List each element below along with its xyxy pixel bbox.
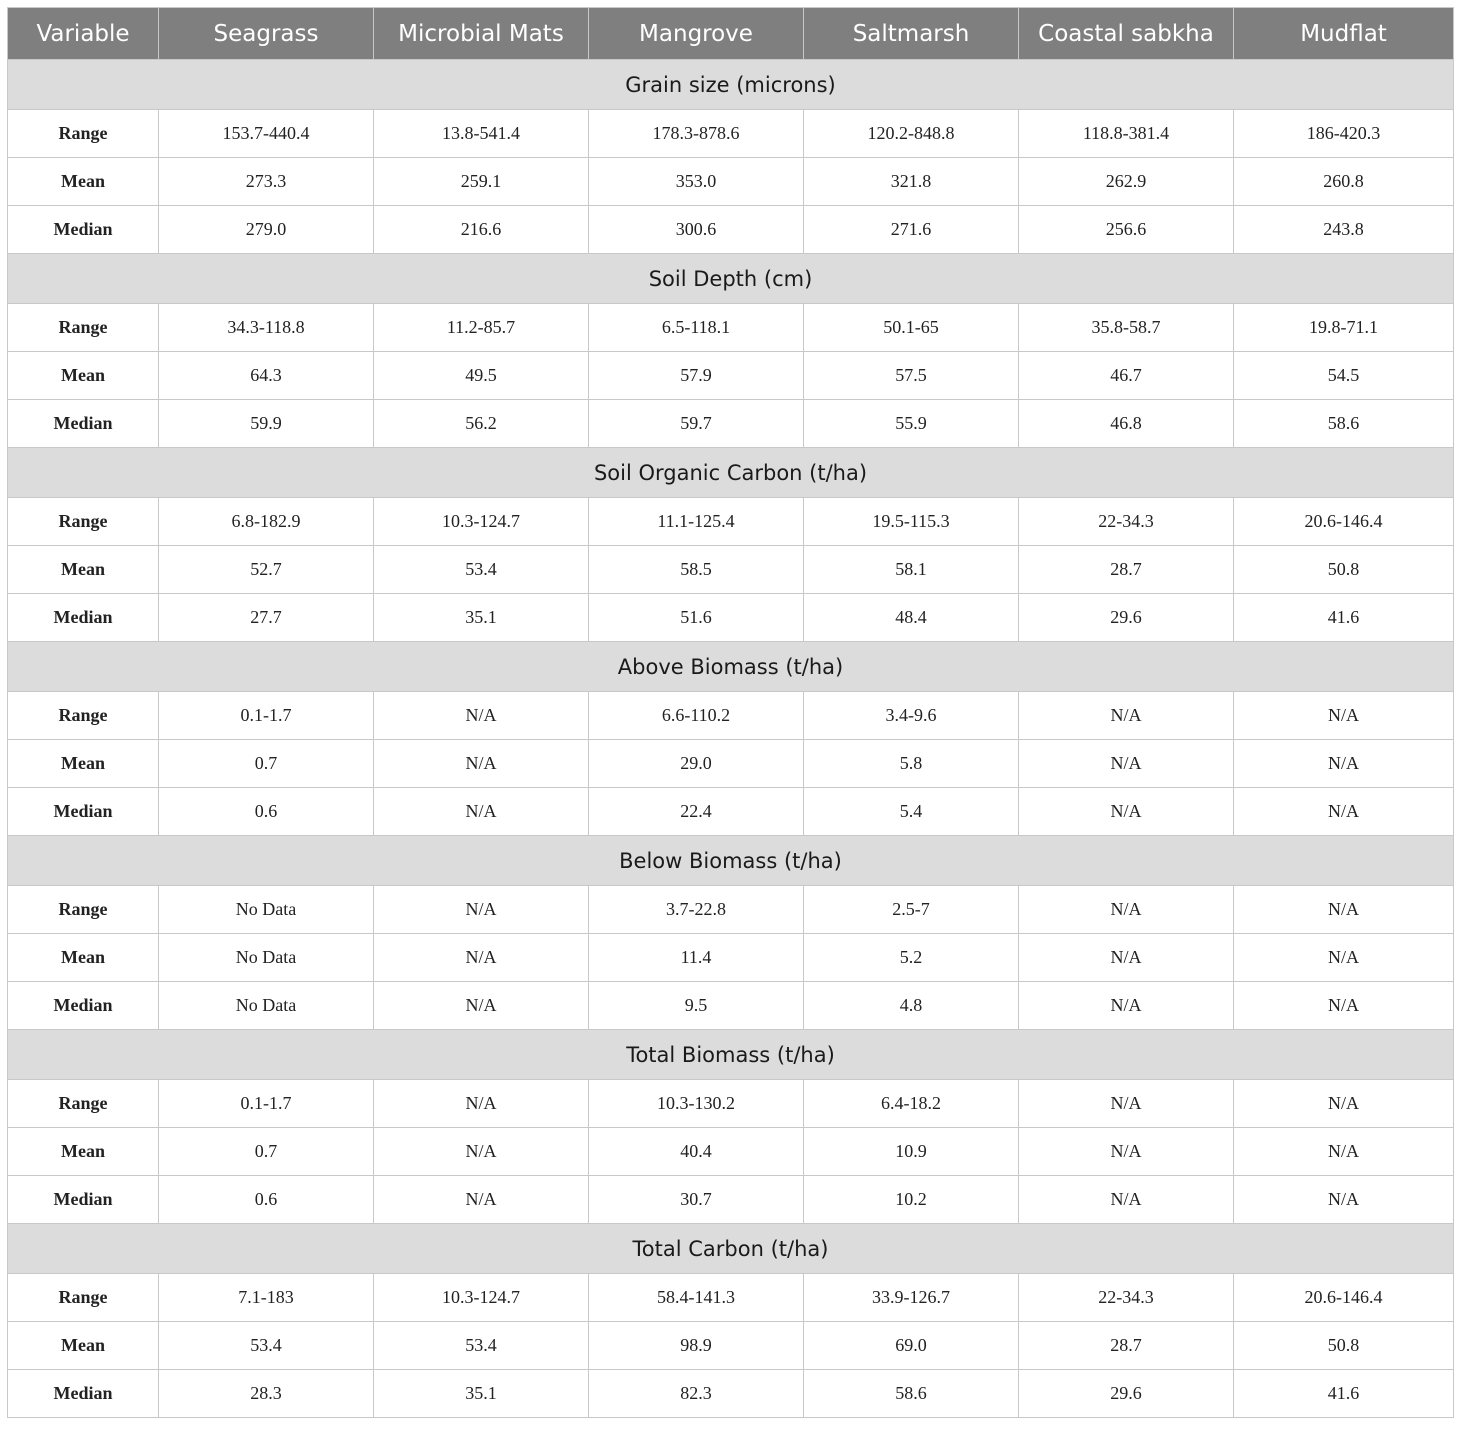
table-cell: No Data — [159, 982, 374, 1030]
row-label: Mean — [8, 1322, 159, 1370]
table-cell: 35.1 — [374, 1370, 589, 1418]
section-row — [8, 448, 1454, 498]
table-cell: N/A — [1234, 886, 1454, 934]
table-cell: 20.6-146.4 — [1234, 498, 1454, 546]
table-cell: 20.6-146.4 — [1234, 1274, 1454, 1322]
table-row — [8, 352, 1454, 400]
table-cell: 53.4 — [374, 546, 589, 594]
table-cell: 46.8 — [1019, 400, 1234, 448]
table-row — [8, 934, 1454, 982]
table-cell: 4.8 — [804, 982, 1019, 1030]
table-header — [8, 8, 1454, 60]
column-header-coastal-sabkha: Coastal sabkha — [1019, 8, 1234, 60]
table-cell: 0.6 — [159, 788, 374, 836]
table-cell: 27.7 — [159, 594, 374, 642]
row-label: Range — [8, 304, 159, 352]
table-row — [8, 982, 1454, 1030]
column-header-mangrove: Mangrove — [589, 8, 804, 60]
table-cell: N/A — [1234, 740, 1454, 788]
table-cell: 69.0 — [804, 1322, 1019, 1370]
table-cell: 262.9 — [1019, 158, 1234, 206]
table-cell: N/A — [1234, 692, 1454, 740]
table-cell: No Data — [159, 886, 374, 934]
table-cell: 30.7 — [589, 1176, 804, 1224]
table-cell: 29.6 — [1019, 594, 1234, 642]
row-label: Median — [8, 1176, 159, 1224]
table-row — [8, 158, 1454, 206]
table-cell: 50.1-65 — [804, 304, 1019, 352]
table-row — [8, 1176, 1454, 1224]
table-cell: 53.4 — [374, 1322, 589, 1370]
table-cell: N/A — [1234, 1176, 1454, 1224]
table-body — [8, 60, 1454, 1418]
table-cell: N/A — [374, 934, 589, 982]
section-title: Below Biomass (t/ha) — [8, 836, 1454, 886]
table-cell: 34.3-118.8 — [159, 304, 374, 352]
table-cell: N/A — [1019, 1080, 1234, 1128]
table-row — [8, 594, 1454, 642]
table-cell: 10.3-130.2 — [589, 1080, 804, 1128]
row-label: Range — [8, 886, 159, 934]
table-cell: 259.1 — [374, 158, 589, 206]
table-cell: 55.9 — [804, 400, 1019, 448]
header-row — [8, 8, 1454, 60]
table-cell: 216.6 — [374, 206, 589, 254]
table-cell: 22-34.3 — [1019, 1274, 1234, 1322]
row-label: Range — [8, 110, 159, 158]
table-cell: 58.4-141.3 — [589, 1274, 804, 1322]
table-cell: 28.7 — [1019, 1322, 1234, 1370]
row-label: Range — [8, 498, 159, 546]
row-label: Median — [8, 982, 159, 1030]
table-cell: 120.2-848.8 — [804, 110, 1019, 158]
table-cell: 6.4-18.2 — [804, 1080, 1019, 1128]
table-row — [8, 886, 1454, 934]
row-label: Mean — [8, 1128, 159, 1176]
row-label: Mean — [8, 158, 159, 206]
table-cell: 49.5 — [374, 352, 589, 400]
table-cell: N/A — [1019, 788, 1234, 836]
table-cell: 0.7 — [159, 740, 374, 788]
table-cell: 300.6 — [589, 206, 804, 254]
section-row — [8, 60, 1454, 110]
table-cell: 40.4 — [589, 1128, 804, 1176]
row-label: Range — [8, 692, 159, 740]
table-cell: 51.6 — [589, 594, 804, 642]
table-cell: 29.0 — [589, 740, 804, 788]
table-cell: 53.4 — [159, 1322, 374, 1370]
section-title: Total Carbon (t/ha) — [8, 1224, 1454, 1274]
table-cell: 41.6 — [1234, 594, 1454, 642]
table-cell: N/A — [374, 1128, 589, 1176]
table-row — [8, 1080, 1454, 1128]
table-cell: 52.7 — [159, 546, 374, 594]
table-cell: N/A — [374, 886, 589, 934]
row-label: Median — [8, 400, 159, 448]
table-cell: 243.8 — [1234, 206, 1454, 254]
table-cell: 10.9 — [804, 1128, 1019, 1176]
table-cell: 28.3 — [159, 1370, 374, 1418]
data-table — [7, 7, 1454, 1418]
table-cell: N/A — [1234, 1128, 1454, 1176]
table-cell: 50.8 — [1234, 546, 1454, 594]
table-cell: 59.9 — [159, 400, 374, 448]
table-cell: 58.5 — [589, 546, 804, 594]
table-cell: 10.3-124.7 — [374, 1274, 589, 1322]
table-cell: N/A — [1019, 692, 1234, 740]
table-cell: 6.8-182.9 — [159, 498, 374, 546]
table-cell: 58.1 — [804, 546, 1019, 594]
row-label: Range — [8, 1274, 159, 1322]
table-row — [8, 304, 1454, 352]
section-row — [8, 642, 1454, 692]
section-title: Grain size (microns) — [8, 60, 1454, 110]
table-cell: 35.1 — [374, 594, 589, 642]
table-cell: 22-34.3 — [1019, 498, 1234, 546]
table-cell: 22.4 — [589, 788, 804, 836]
row-label: Median — [8, 594, 159, 642]
table-cell: 0.7 — [159, 1128, 374, 1176]
table-cell: 9.5 — [589, 982, 804, 1030]
table-row — [8, 1370, 1454, 1418]
table-cell: 5.8 — [804, 740, 1019, 788]
table-cell: No Data — [159, 934, 374, 982]
table-cell: 41.6 — [1234, 1370, 1454, 1418]
section-row — [8, 836, 1454, 886]
table-cell: 6.6-110.2 — [589, 692, 804, 740]
column-header-saltmarsh: Saltmarsh — [804, 8, 1019, 60]
row-label: Median — [8, 206, 159, 254]
table-cell: 19.8-71.1 — [1234, 304, 1454, 352]
table-cell: 7.1-183 — [159, 1274, 374, 1322]
table-cell: 2.5-7 — [804, 886, 1019, 934]
row-label: Median — [8, 788, 159, 836]
row-label: Mean — [8, 352, 159, 400]
column-header-seagrass: Seagrass — [159, 8, 374, 60]
table-row — [8, 498, 1454, 546]
table-cell: 28.7 — [1019, 546, 1234, 594]
section-title: Soil Depth (cm) — [8, 254, 1454, 304]
table-cell: 273.3 — [159, 158, 374, 206]
table-cell: 271.6 — [804, 206, 1019, 254]
table-cell: 3.7-22.8 — [589, 886, 804, 934]
table-cell: 10.3-124.7 — [374, 498, 589, 546]
section-row — [8, 254, 1454, 304]
table-cell: 3.4-9.6 — [804, 692, 1019, 740]
table-cell: 279.0 — [159, 206, 374, 254]
section-title: Total Biomass (t/ha) — [8, 1030, 1454, 1080]
column-header-variable: Variable — [8, 8, 159, 60]
table-cell: N/A — [374, 740, 589, 788]
table-cell: 57.5 — [804, 352, 1019, 400]
table-cell: N/A — [1019, 934, 1234, 982]
table-cell: 178.3-878.6 — [589, 110, 804, 158]
table-cell: 256.6 — [1019, 206, 1234, 254]
table-cell: 29.6 — [1019, 1370, 1234, 1418]
table-row — [8, 1322, 1454, 1370]
table-row — [8, 1128, 1454, 1176]
table-cell: 353.0 — [589, 158, 804, 206]
table-cell: 98.9 — [589, 1322, 804, 1370]
table-row — [8, 692, 1454, 740]
table-cell: 46.7 — [1019, 352, 1234, 400]
section-title: Soil Organic Carbon (t/ha) — [8, 448, 1454, 498]
table-cell: 186-420.3 — [1234, 110, 1454, 158]
table-cell: 13.8-541.4 — [374, 110, 589, 158]
table-cell: 0.1-1.7 — [159, 1080, 374, 1128]
table-cell: 5.4 — [804, 788, 1019, 836]
row-label: Median — [8, 1370, 159, 1418]
section-row — [8, 1224, 1454, 1274]
table-cell: N/A — [374, 1176, 589, 1224]
table-cell: 64.3 — [159, 352, 374, 400]
section-row — [8, 1030, 1454, 1080]
table-cell: 48.4 — [804, 594, 1019, 642]
table-cell: 57.9 — [589, 352, 804, 400]
table-cell: 321.8 — [804, 158, 1019, 206]
table-cell: 6.5-118.1 — [589, 304, 804, 352]
table-cell: N/A — [1234, 934, 1454, 982]
table-cell: N/A — [1019, 886, 1234, 934]
table-row — [8, 740, 1454, 788]
column-header-mudflat: Mudflat — [1234, 8, 1454, 60]
table-cell: 11.4 — [589, 934, 804, 982]
table-cell: 82.3 — [589, 1370, 804, 1418]
table-row — [8, 788, 1454, 836]
table-cell: N/A — [374, 692, 589, 740]
table-cell: N/A — [1019, 1128, 1234, 1176]
table-cell: N/A — [374, 788, 589, 836]
table-cell: N/A — [1019, 982, 1234, 1030]
table-cell: 5.2 — [804, 934, 1019, 982]
table-cell: 118.8-381.4 — [1019, 110, 1234, 158]
table-cell: N/A — [1019, 1176, 1234, 1224]
table-cell: 58.6 — [1234, 400, 1454, 448]
table-cell: 0.1-1.7 — [159, 692, 374, 740]
row-label: Mean — [8, 740, 159, 788]
table-cell: N/A — [1234, 788, 1454, 836]
table-cell: N/A — [1234, 982, 1454, 1030]
table-cell: 58.6 — [804, 1370, 1019, 1418]
table-cell: 0.6 — [159, 1176, 374, 1224]
table-cell: 153.7-440.4 — [159, 110, 374, 158]
table-cell: 50.8 — [1234, 1322, 1454, 1370]
table-cell: 11.1-125.4 — [589, 498, 804, 546]
table-row — [8, 1274, 1454, 1322]
table-row — [8, 400, 1454, 448]
table-cell: N/A — [374, 982, 589, 1030]
table-cell: 11.2-85.7 — [374, 304, 589, 352]
table-cell: N/A — [1019, 740, 1234, 788]
table-cell: N/A — [1234, 1080, 1454, 1128]
table-cell: N/A — [374, 1080, 589, 1128]
table-row — [8, 546, 1454, 594]
table-cell: 10.2 — [804, 1176, 1019, 1224]
row-label: Mean — [8, 546, 159, 594]
table-cell: 35.8-58.7 — [1019, 304, 1234, 352]
table-cell: 19.5-115.3 — [804, 498, 1019, 546]
table-cell: 56.2 — [374, 400, 589, 448]
table-cell: 260.8 — [1234, 158, 1454, 206]
table-row — [8, 206, 1454, 254]
section-title: Above Biomass (t/ha) — [8, 642, 1454, 692]
column-header-microbial-mats: Microbial Mats — [374, 8, 589, 60]
table-cell: 54.5 — [1234, 352, 1454, 400]
table-cell: 59.7 — [589, 400, 804, 448]
row-label: Range — [8, 1080, 159, 1128]
table-cell: 33.9-126.7 — [804, 1274, 1019, 1322]
table-row — [8, 110, 1454, 158]
row-label: Mean — [8, 934, 159, 982]
